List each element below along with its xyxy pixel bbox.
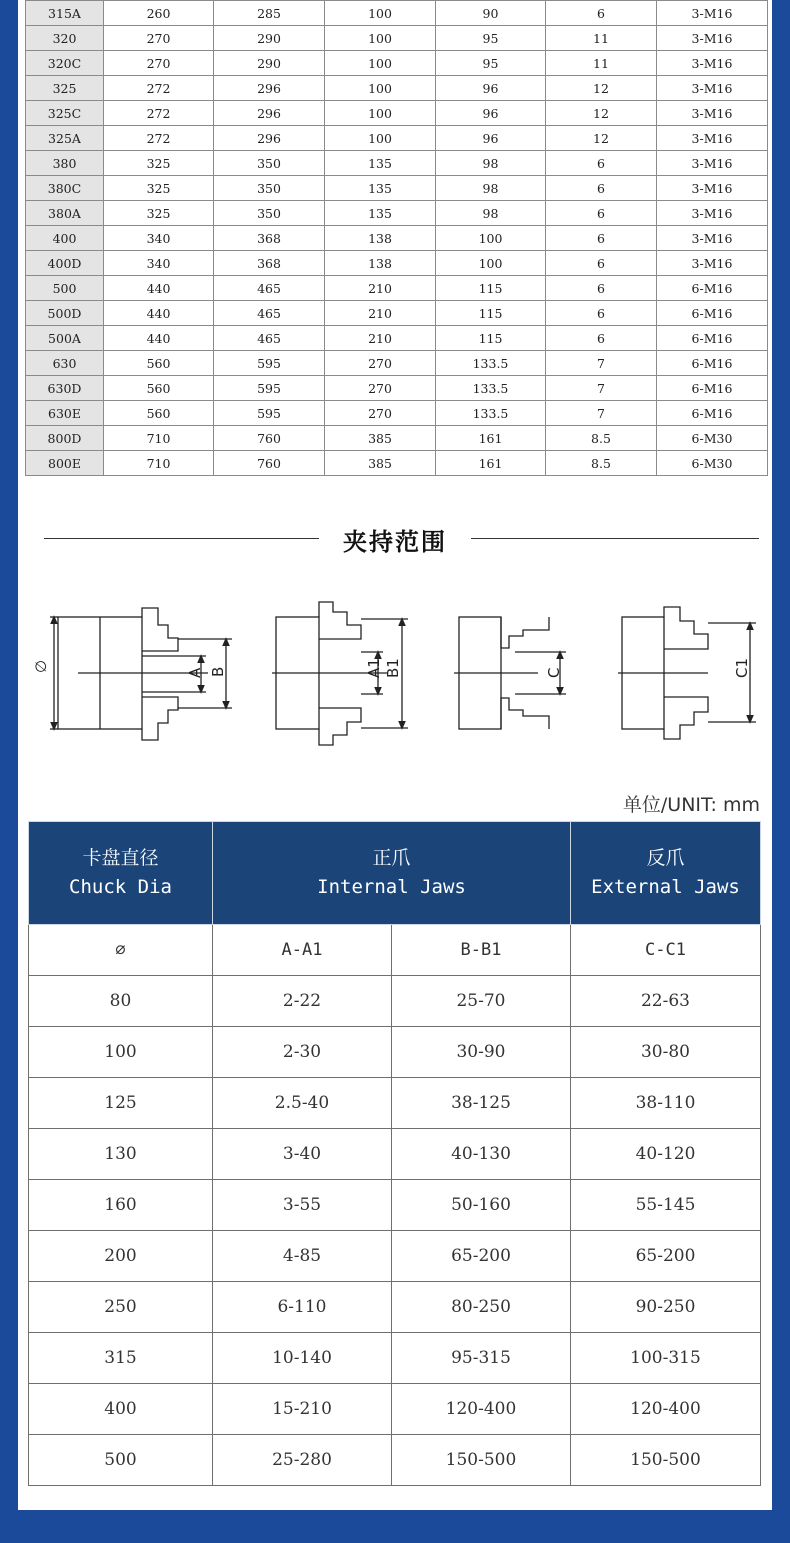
spec-cell: 290 bbox=[214, 26, 325, 51]
spec-model-cell: 325C bbox=[26, 101, 104, 126]
range-cell: 38-110 bbox=[571, 1078, 761, 1129]
spec-cell: 385 bbox=[325, 426, 436, 451]
spec-cell: 296 bbox=[214, 101, 325, 126]
header-external-jaws: 反爪 External Jaws bbox=[571, 822, 761, 925]
spec-cell: 6 bbox=[546, 276, 657, 301]
spec-cell: 350 bbox=[214, 201, 325, 226]
spec-cell: 385 bbox=[325, 451, 436, 476]
clamping-range-diagrams bbox=[18, 590, 772, 760]
spec-cell: 8.5 bbox=[546, 426, 657, 451]
range-row bbox=[29, 1129, 761, 1180]
spec-cell: 296 bbox=[214, 76, 325, 101]
range-cell: 150-500 bbox=[392, 1435, 571, 1486]
spec-row bbox=[26, 401, 768, 426]
spec-cell: 100 bbox=[325, 76, 436, 101]
range-cell: 4-85 bbox=[213, 1231, 392, 1282]
spec-cell: 465 bbox=[214, 301, 325, 326]
label-c1: C1 bbox=[733, 657, 751, 678]
range-cell: 40-120 bbox=[571, 1129, 761, 1180]
spec-cell: 6 bbox=[546, 201, 657, 226]
spec-cell: 595 bbox=[214, 376, 325, 401]
spec-cell: 135 bbox=[325, 151, 436, 176]
spec-cell: 3-M16 bbox=[657, 101, 768, 126]
range-dia-cell: 160 bbox=[29, 1180, 213, 1231]
spec-row bbox=[26, 26, 768, 51]
spec-cell: 3-M16 bbox=[657, 26, 768, 51]
spec-cell: 560 bbox=[104, 401, 214, 426]
spec-cell: 3-M16 bbox=[657, 201, 768, 226]
subheader-b-b1: B-B1 bbox=[392, 925, 571, 976]
spec-cell: 3-M16 bbox=[657, 126, 768, 151]
spec-cell: 272 bbox=[104, 101, 214, 126]
clamping-range-table bbox=[28, 821, 761, 1486]
subheader-dia: ∅ bbox=[29, 925, 213, 976]
spec-model-cell: 500 bbox=[26, 276, 104, 301]
spec-cell: 560 bbox=[104, 376, 214, 401]
spec-cell: 6-M16 bbox=[657, 401, 768, 426]
spec-model-cell: 630D bbox=[26, 376, 104, 401]
spec-cell: 7 bbox=[546, 401, 657, 426]
spec-cell: 8.5 bbox=[546, 451, 657, 476]
spec-model-cell: 320C bbox=[26, 51, 104, 76]
range-dia-cell: 100 bbox=[29, 1027, 213, 1078]
range-cell: 80-250 bbox=[392, 1282, 571, 1333]
header-internal-jaws: 正爪 Internal Jaws bbox=[213, 822, 571, 925]
spec-cell: 133.5 bbox=[436, 376, 546, 401]
label-a: A bbox=[186, 667, 204, 678]
range-cell: 3-40 bbox=[213, 1129, 392, 1180]
spec-row bbox=[26, 101, 768, 126]
range-cell: 90-250 bbox=[571, 1282, 761, 1333]
range-cell: 65-200 bbox=[571, 1231, 761, 1282]
spec-row bbox=[26, 226, 768, 251]
label-c: C bbox=[545, 667, 563, 678]
label-dia: ∅ bbox=[32, 659, 50, 673]
spec-cell: 760 bbox=[214, 451, 325, 476]
spec-cell: 6-M16 bbox=[657, 376, 768, 401]
range-cell: 25-70 bbox=[392, 976, 571, 1027]
range-cell: 30-80 bbox=[571, 1027, 761, 1078]
spec-cell: 440 bbox=[104, 276, 214, 301]
spec-cell: 368 bbox=[214, 251, 325, 276]
spec-cell: 3-M16 bbox=[657, 251, 768, 276]
spec-cell: 133.5 bbox=[436, 351, 546, 376]
spec-row bbox=[26, 276, 768, 301]
spec-row bbox=[26, 151, 768, 176]
range-cell: 10-140 bbox=[213, 1333, 392, 1384]
range-cell: 150-500 bbox=[571, 1435, 761, 1486]
range-cell: 2-22 bbox=[213, 976, 392, 1027]
spec-cell: 6-M16 bbox=[657, 326, 768, 351]
spec-cell: 340 bbox=[104, 226, 214, 251]
diagram-internal-jaws-a1b1 bbox=[272, 602, 408, 745]
spec-cell: 325 bbox=[104, 176, 214, 201]
spec-page bbox=[18, 0, 772, 1510]
spec-row bbox=[26, 426, 768, 451]
range-row bbox=[29, 976, 761, 1027]
spec-cell: 7 bbox=[546, 351, 657, 376]
spec-cell: 161 bbox=[436, 451, 546, 476]
spec-model-cell: 400D bbox=[26, 251, 104, 276]
spec-cell: 90 bbox=[436, 1, 546, 26]
spec-model-cell: 800E bbox=[26, 451, 104, 476]
spec-cell: 6-M16 bbox=[657, 351, 768, 376]
spec-cell: 350 bbox=[214, 151, 325, 176]
range-cell: 55-145 bbox=[571, 1180, 761, 1231]
label-a1: A1 bbox=[365, 658, 383, 678]
spec-cell: 12 bbox=[546, 76, 657, 101]
spec-cell: 115 bbox=[436, 276, 546, 301]
spec-row bbox=[26, 126, 768, 151]
spec-row bbox=[26, 51, 768, 76]
spec-cell: 260 bbox=[104, 1, 214, 26]
spec-cell: 270 bbox=[104, 26, 214, 51]
spec-row bbox=[26, 376, 768, 401]
spec-model-cell: 320 bbox=[26, 26, 104, 51]
spec-table bbox=[25, 0, 768, 476]
spec-model-cell: 500A bbox=[26, 326, 104, 351]
spec-cell: 138 bbox=[325, 251, 436, 276]
range-dia-cell: 500 bbox=[29, 1435, 213, 1486]
spec-cell: 6 bbox=[546, 176, 657, 201]
spec-cell: 98 bbox=[436, 201, 546, 226]
spec-cell: 6 bbox=[546, 151, 657, 176]
range-dia-cell: 125 bbox=[29, 1078, 213, 1129]
spec-cell: 135 bbox=[325, 176, 436, 201]
spec-cell: 3-M16 bbox=[657, 151, 768, 176]
spec-row bbox=[26, 251, 768, 276]
range-row bbox=[29, 1333, 761, 1384]
range-row bbox=[29, 1027, 761, 1078]
spec-cell: 6 bbox=[546, 301, 657, 326]
range-cell: 120-400 bbox=[392, 1384, 571, 1435]
spec-cell: 710 bbox=[104, 451, 214, 476]
spec-cell: 11 bbox=[546, 26, 657, 51]
spec-cell: 465 bbox=[214, 326, 325, 351]
range-table-header bbox=[29, 822, 761, 925]
spec-model-cell: 380C bbox=[26, 176, 104, 201]
spec-cell: 595 bbox=[214, 401, 325, 426]
range-row bbox=[29, 1231, 761, 1282]
spec-cell: 100 bbox=[325, 51, 436, 76]
spec-cell: 290 bbox=[214, 51, 325, 76]
spec-cell: 350 bbox=[214, 176, 325, 201]
spec-cell: 6 bbox=[546, 251, 657, 276]
range-cell: 100-315 bbox=[571, 1333, 761, 1384]
range-cell: 3-55 bbox=[213, 1180, 392, 1231]
spec-model-cell: 380 bbox=[26, 151, 104, 176]
spec-model-cell: 325 bbox=[26, 76, 104, 101]
spec-cell: 760 bbox=[214, 426, 325, 451]
spec-row bbox=[26, 76, 768, 101]
diagram-internal-jaws-ab bbox=[32, 608, 232, 740]
diagram-external-jaws-c bbox=[454, 617, 566, 729]
spec-row bbox=[26, 1, 768, 26]
spec-cell: 100 bbox=[436, 251, 546, 276]
spec-cell: 3-M16 bbox=[657, 176, 768, 201]
spec-cell: 595 bbox=[214, 351, 325, 376]
spec-cell: 296 bbox=[214, 126, 325, 151]
spec-cell: 285 bbox=[214, 1, 325, 26]
range-cell: 120-400 bbox=[571, 1384, 761, 1435]
spec-cell: 210 bbox=[325, 301, 436, 326]
spec-cell: 272 bbox=[104, 76, 214, 101]
spec-cell: 96 bbox=[436, 126, 546, 151]
spec-model-cell: 315A bbox=[26, 1, 104, 26]
spec-model-cell: 400 bbox=[26, 226, 104, 251]
spec-cell: 3-M16 bbox=[657, 226, 768, 251]
spec-cell: 368 bbox=[214, 226, 325, 251]
spec-cell: 98 bbox=[436, 176, 546, 201]
subheader-c-c1: C-C1 bbox=[571, 925, 761, 976]
spec-cell: 560 bbox=[104, 351, 214, 376]
spec-row bbox=[26, 301, 768, 326]
spec-cell: 98 bbox=[436, 151, 546, 176]
spec-cell: 272 bbox=[104, 126, 214, 151]
range-row bbox=[29, 1384, 761, 1435]
spec-row bbox=[26, 351, 768, 376]
spec-cell: 138 bbox=[325, 226, 436, 251]
spec-row bbox=[26, 451, 768, 476]
spec-cell: 96 bbox=[436, 76, 546, 101]
spec-cell: 133.5 bbox=[436, 401, 546, 426]
range-dia-cell: 250 bbox=[29, 1282, 213, 1333]
spec-cell: 465 bbox=[214, 276, 325, 301]
spec-model-cell: 380A bbox=[26, 201, 104, 226]
spec-model-cell: 630 bbox=[26, 351, 104, 376]
range-cell: 40-130 bbox=[392, 1129, 571, 1180]
spec-cell: 100 bbox=[325, 126, 436, 151]
diagram-external-jaws-c1 bbox=[618, 607, 756, 739]
range-dia-cell: 80 bbox=[29, 976, 213, 1027]
spec-cell: 115 bbox=[436, 301, 546, 326]
range-cell: 38-125 bbox=[392, 1078, 571, 1129]
spec-cell: 7 bbox=[546, 376, 657, 401]
spec-cell: 100 bbox=[325, 26, 436, 51]
unit-label: 单位/UNIT: mm bbox=[622, 794, 760, 816]
spec-cell: 270 bbox=[325, 376, 436, 401]
subheader-a-a1: A-A1 bbox=[213, 925, 392, 976]
spec-row bbox=[26, 326, 768, 351]
spec-model-cell: 500D bbox=[26, 301, 104, 326]
spec-cell: 115 bbox=[436, 326, 546, 351]
spec-cell: 3-M16 bbox=[657, 1, 768, 26]
spec-cell: 340 bbox=[104, 251, 214, 276]
range-row bbox=[29, 1435, 761, 1486]
range-cell: 50-160 bbox=[392, 1180, 571, 1231]
spec-cell: 12 bbox=[546, 101, 657, 126]
range-dia-cell: 315 bbox=[29, 1333, 213, 1384]
spec-cell: 95 bbox=[436, 26, 546, 51]
spec-cell: 6 bbox=[546, 226, 657, 251]
spec-cell: 270 bbox=[325, 351, 436, 376]
spec-cell: 100 bbox=[436, 226, 546, 251]
spec-cell: 100 bbox=[325, 101, 436, 126]
range-dia-cell: 200 bbox=[29, 1231, 213, 1282]
spec-cell: 100 bbox=[325, 1, 436, 26]
range-dia-cell: 400 bbox=[29, 1384, 213, 1435]
spec-cell: 440 bbox=[104, 326, 214, 351]
spec-cell: 96 bbox=[436, 101, 546, 126]
range-cell: 30-90 bbox=[392, 1027, 571, 1078]
range-cell: 25-280 bbox=[213, 1435, 392, 1486]
range-table-subheader bbox=[29, 925, 761, 976]
spec-cell: 135 bbox=[325, 201, 436, 226]
range-cell: 2.5-40 bbox=[213, 1078, 392, 1129]
range-dia-cell: 130 bbox=[29, 1129, 213, 1180]
spec-cell: 270 bbox=[104, 51, 214, 76]
range-cell: 65-200 bbox=[392, 1231, 571, 1282]
spec-cell: 6 bbox=[546, 326, 657, 351]
spec-model-cell: 800D bbox=[26, 426, 104, 451]
spec-cell: 6-M16 bbox=[657, 276, 768, 301]
spec-cell: 3-M16 bbox=[657, 51, 768, 76]
section-title: 夹持范围 bbox=[343, 528, 447, 556]
spec-cell: 12 bbox=[546, 126, 657, 151]
spec-cell: 440 bbox=[104, 301, 214, 326]
spec-cell: 6-M30 bbox=[657, 451, 768, 476]
spec-cell: 95 bbox=[436, 51, 546, 76]
spec-cell: 325 bbox=[104, 151, 214, 176]
spec-cell: 325 bbox=[104, 201, 214, 226]
spec-model-cell: 630E bbox=[26, 401, 104, 426]
range-cell: 22-63 bbox=[571, 976, 761, 1027]
spec-cell: 11 bbox=[546, 51, 657, 76]
spec-cell: 161 bbox=[436, 426, 546, 451]
range-cell: 15-210 bbox=[213, 1384, 392, 1435]
spec-cell: 3-M16 bbox=[657, 76, 768, 101]
spec-cell: 210 bbox=[325, 276, 436, 301]
range-row bbox=[29, 1282, 761, 1333]
spec-model-cell: 325A bbox=[26, 126, 104, 151]
spec-cell: 6-M30 bbox=[657, 426, 768, 451]
range-row bbox=[29, 1078, 761, 1129]
header-chuck-dia: 卡盘直径 Chuck Dia bbox=[29, 822, 213, 925]
spec-cell: 6-M16 bbox=[657, 301, 768, 326]
label-b1: B1 bbox=[384, 658, 402, 678]
range-row bbox=[29, 1180, 761, 1231]
range-cell: 95-315 bbox=[392, 1333, 571, 1384]
range-cell: 2-30 bbox=[213, 1027, 392, 1078]
label-b: B bbox=[209, 666, 227, 677]
spec-cell: 710 bbox=[104, 426, 214, 451]
spec-cell: 6 bbox=[546, 1, 657, 26]
spec-row bbox=[26, 201, 768, 226]
spec-row bbox=[26, 176, 768, 201]
spec-cell: 270 bbox=[325, 401, 436, 426]
diagram-svg bbox=[18, 590, 772, 760]
spec-cell: 210 bbox=[325, 326, 436, 351]
range-cell: 6-110 bbox=[213, 1282, 392, 1333]
